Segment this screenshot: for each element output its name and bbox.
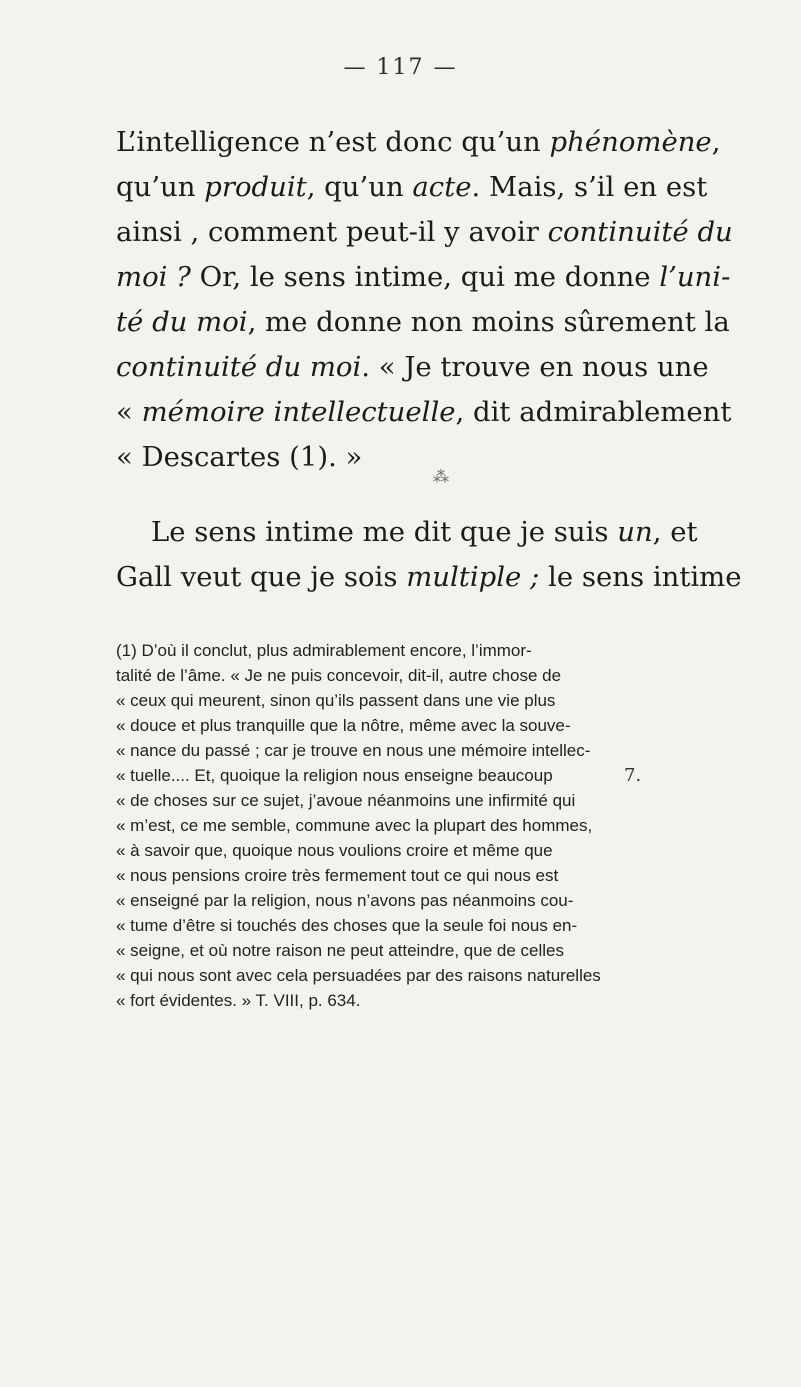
- text-line: « Descartes (1). »: [116, 441, 363, 473]
- footnote-line: « fort évidentes. » T. VIII, p. 634.: [116, 991, 361, 1010]
- footnote-line: « à savoir que, quoique nous voulions croire et même que: [116, 841, 553, 860]
- text-line: ainsi , comment peut-il y avoir continuité du: [116, 216, 733, 248]
- footnote-line: « m’est, ce me semble, commune avec la plupart des hommes,: [116, 816, 593, 835]
- footnote-line: « seigne, et où notre raison ne peut atteindre, que de celles: [116, 941, 564, 960]
- page-number-header: — 117 —: [343, 55, 458, 80]
- text-line: « mémoire intellectuelle, dit admirablement: [116, 396, 732, 428]
- text-line: té du moi, me donne non moins sûrement la: [116, 306, 730, 338]
- paragraph-1: [116, 120, 733, 480]
- footnote-line: « ceux qui meurent, sinon qu’ils passent dans une vie plus: [116, 691, 556, 710]
- footnote-line: talité de l’âme. « Je ne puis concevoir, dit-il, autre chose de: [116, 666, 562, 685]
- footnote-line: « qui nous sont avec cela persuadées par des raisons naturelles: [116, 966, 601, 985]
- footnote-line: « nous pensions croire très fermement tout ce qui nous est: [116, 866, 559, 885]
- signature-mark: 7.: [624, 765, 642, 786]
- text-line: continuité du moi. « Je trouve en nous une: [116, 351, 709, 383]
- text-line: Gall veut que je sois multiple ; le sens intime: [116, 561, 742, 593]
- text-line: Le sens intime me dit que je suis un, et: [150, 516, 698, 548]
- ornament-mark-icon: ⁂: [433, 467, 449, 486]
- footnote-line: (1) D’où il conclut, plus admirablement encore, l’immor-: [116, 641, 532, 660]
- footnote-line: « douce et plus tranquille que la nôtre, même avec la souve-: [116, 716, 571, 735]
- footnote-line: « de choses sur ce sujet, j’avoue néanmoins une infirmité qui: [116, 791, 576, 810]
- footnote-line: « enseigné par la religion, nous n’avons pas néanmoins cou-: [116, 891, 574, 910]
- footnote-line: « tuelle.... Et, quoique la religion nous enseigne beaucoup: [116, 766, 553, 785]
- text-line: L’intelligence n’est donc qu’un phénomène,: [116, 126, 721, 158]
- text-line: moi ? Or, le sens intime, qui me donne l’uni-: [116, 261, 731, 293]
- paragraph-2: [116, 510, 742, 600]
- footnote: [116, 638, 661, 1013]
- footnote-line: « nance du passé ; car je trouve en nous une mémoire intellec-: [116, 741, 591, 760]
- footnote-line: « tume d’être si touchés des choses que la seule foi nous en-: [116, 916, 578, 935]
- text-line: qu’un produit, qu’un acte. Mais, s’il en est: [116, 171, 708, 203]
